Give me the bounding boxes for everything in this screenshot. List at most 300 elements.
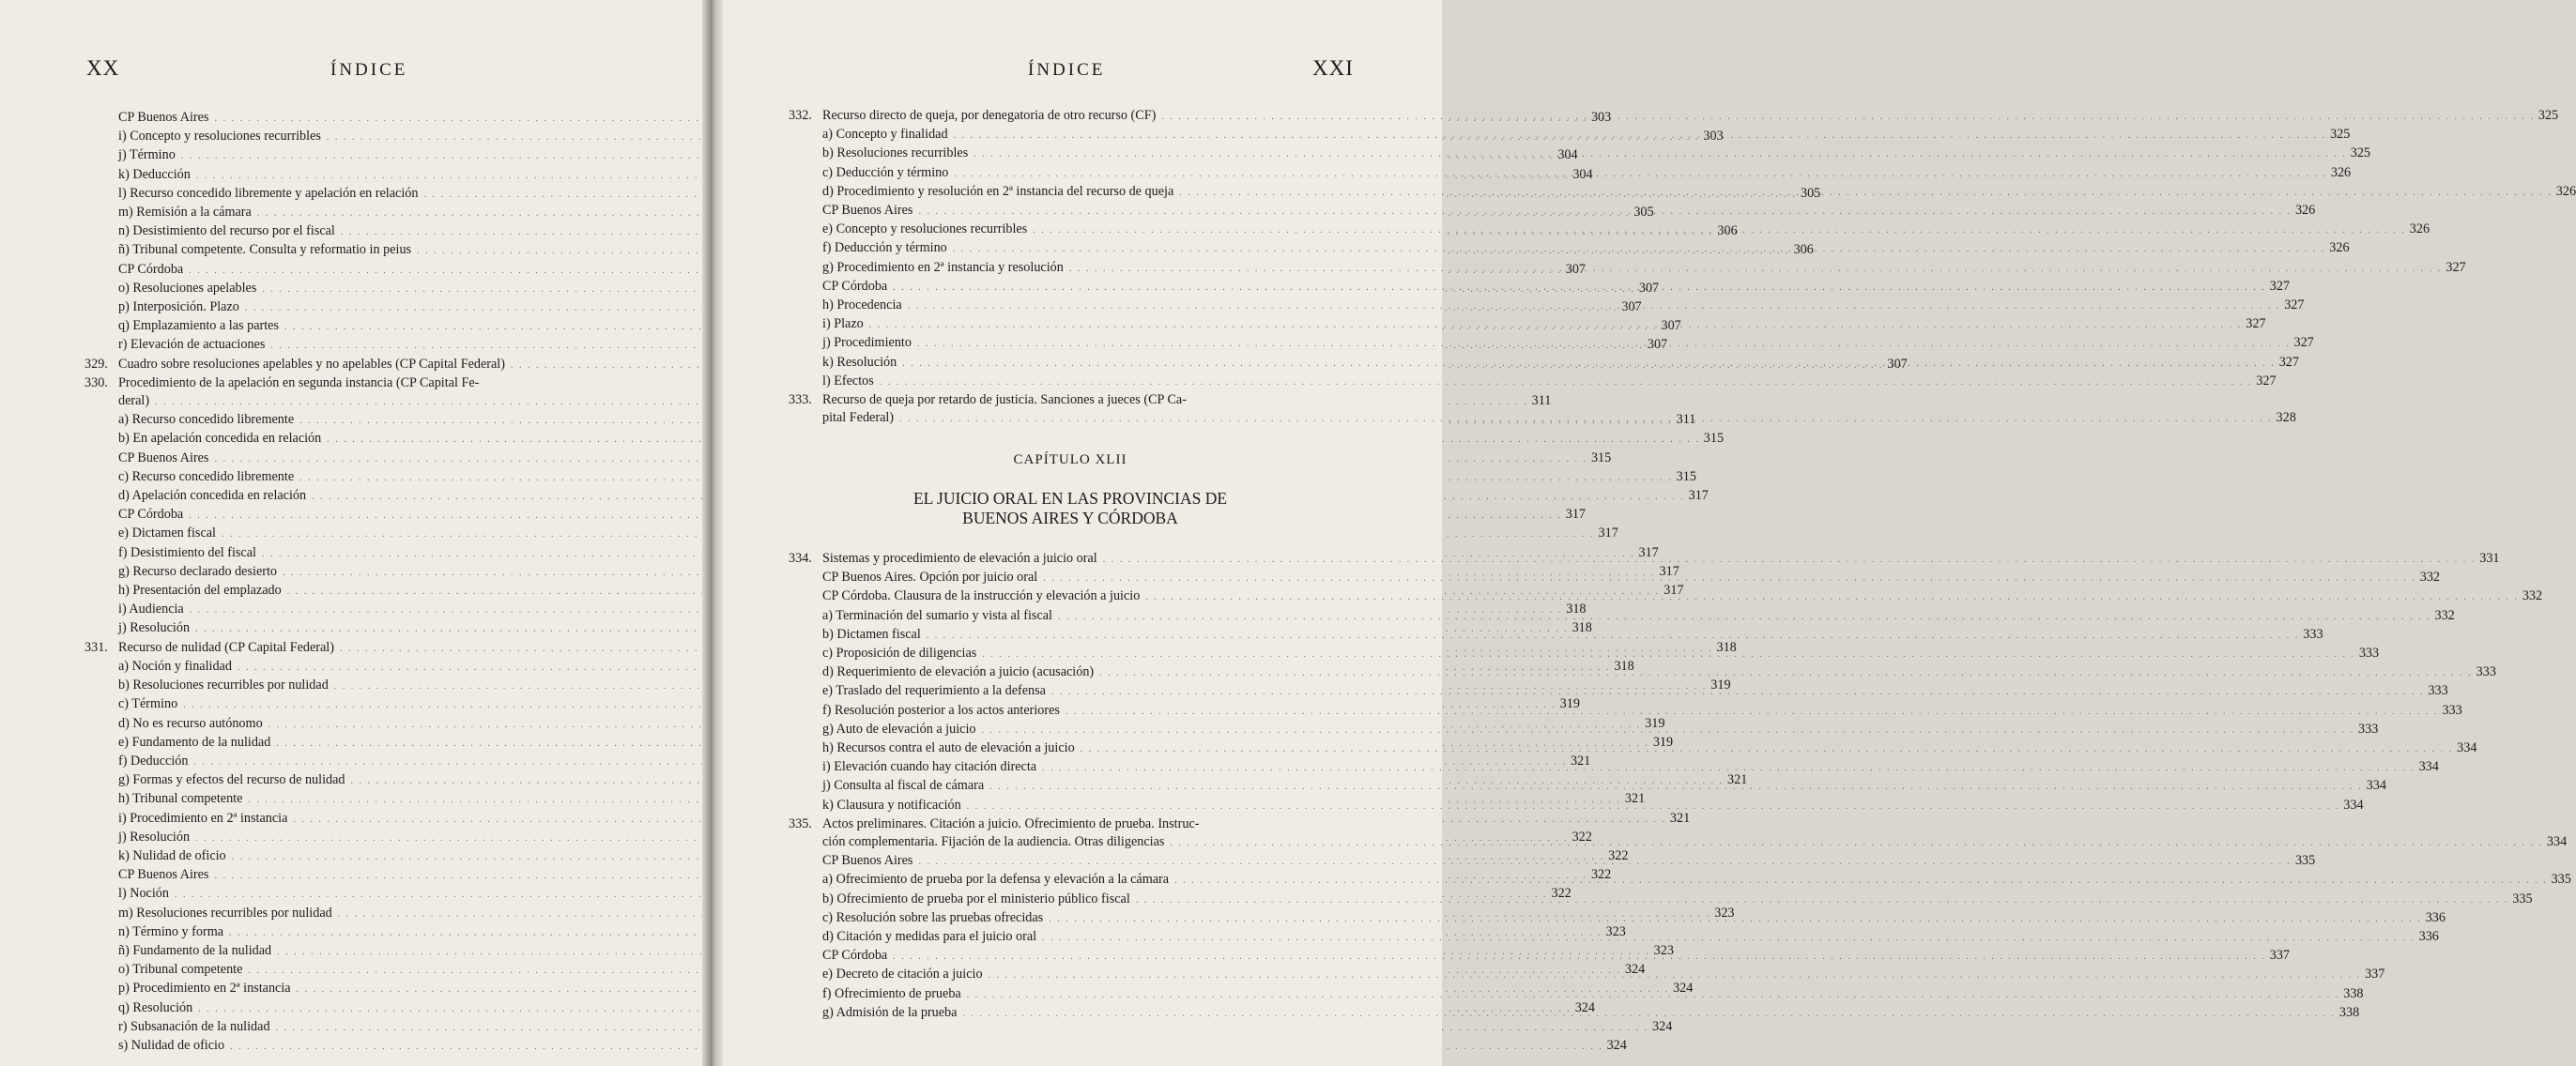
dot-leader: [1081, 740, 2454, 758]
toc-page-number: 306: [1793, 242, 1814, 258]
toc-entry-text: p) Procedimiento en 2ª instancia: [118, 981, 291, 997]
toc-entry-label: [118, 999, 192, 1017]
toc-page-number: 326: [2330, 164, 2352, 180]
section-number: 334.: [789, 551, 812, 566]
dot-leader: [967, 986, 2340, 1004]
toc-entry-label: [118, 525, 216, 542]
toc-page-number: 336: [2425, 909, 2446, 925]
toc-entry-text: k) Nulidad de oficio: [118, 847, 226, 863]
toc-entry-text: e) Concepto y resoluciones recurribles: [822, 221, 1028, 237]
toc-entry-label: [118, 298, 239, 316]
toc-entry: [84, 374, 646, 392]
toc-page-number: 305: [1633, 205, 1654, 221]
toc-entry-text: k) Resolución: [822, 354, 897, 370]
toc-page-number: 326: [2555, 183, 2576, 199]
toc-entry-label: [822, 126, 948, 144]
toc-entry-label: [118, 658, 232, 676]
toc-entry-label: [822, 702, 1060, 720]
toc-page-number: 324: [1624, 962, 1646, 978]
toc-entry-label: [822, 297, 902, 314]
dot-leader: [953, 240, 2326, 258]
toc-entry-text: i) Procedimiento en 2ª instancia: [118, 810, 288, 826]
toc-page-number: 324: [1673, 981, 1694, 997]
toc-entry-label: [822, 569, 1037, 586]
toc-entry-label: [118, 715, 263, 733]
toc-entry-text: h) Recursos contra el auto de elevación a juicio: [822, 740, 1075, 756]
dot-leader: [917, 335, 2291, 353]
toc-entry-label: [822, 928, 1036, 946]
toc-entry-text: e) Fundamento de la nulidad: [118, 734, 271, 750]
toc-entry-label: [822, 334, 912, 352]
toc-page-number: 338: [2343, 985, 2364, 1001]
toc-entry-text: i) Concepto y resoluciones recurribles: [118, 129, 321, 145]
toc-entry-text: d) Procedimiento y resolución en 2ª instancia del recurso de queja: [822, 183, 1174, 199]
toc-page-number: 327: [2269, 278, 2291, 294]
toc-entry-text: r) Elevación de actuaciones: [118, 337, 266, 353]
toc-page-number: 317: [1638, 544, 1659, 560]
toc-entry-text: CP Buenos Aires: [822, 853, 913, 869]
toc-entry-text: m) Resoluciones recurribles por nulidad: [118, 905, 332, 921]
toc-entry-text: e) Decreto de citación a juicio: [822, 967, 983, 982]
section-number: 330.: [84, 374, 108, 390]
toc-page-number: 315: [1676, 468, 1696, 484]
toc-entry-label: [118, 866, 208, 884]
dot-leader: [918, 853, 2292, 871]
toc-page-number: 333: [2442, 702, 2462, 718]
book-gutter: [702, 0, 723, 1066]
toc-entry-label: [118, 790, 242, 808]
toc-entry-text: ción complementaria. Fijación de la audiencia. Otras diligencias: [822, 834, 1165, 850]
toc-entry-label: [789, 391, 1351, 409]
toc-page-number: 317: [1598, 525, 1618, 541]
toc-entry-label: [789, 550, 1097, 568]
toc-entry-label: [84, 356, 505, 373]
toc-page-number: 325: [2538, 108, 2559, 123]
toc-entry-label: [822, 947, 887, 965]
toc-entry-label: [789, 107, 1156, 125]
toc-entry-label: [118, 923, 223, 941]
toc-entry-text: l) Recurso concedido libremente y apelación en relación: [118, 185, 419, 201]
dot-leader: [982, 646, 2355, 663]
toc-entry-label: [118, 829, 190, 846]
dot-leader: [1136, 891, 2509, 909]
toc-entry-label: [118, 336, 265, 354]
toc-entry-label: [822, 278, 887, 296]
toc-entry-label: [118, 204, 252, 221]
toc-entry-label: [822, 758, 1036, 776]
toc-entry: [84, 525, 1618, 543]
toc-entry-label: [822, 645, 976, 662]
dot-leader: [893, 279, 2266, 297]
section-number: 329.: [84, 356, 108, 372]
toc-entry-label: [822, 1004, 957, 1022]
toc-entry-text: c) Término: [118, 696, 178, 712]
toc-entry-label: [118, 563, 277, 581]
toc-entry-label: [822, 985, 961, 1003]
toc-entry-text: CP Córdoba. Clausura de la instrucción y elevación a juicio: [822, 588, 1141, 604]
toc-entry-label: [118, 146, 176, 164]
chapter-label: CAPÍTULO XLII: [1013, 452, 1127, 467]
dot-leader: [1042, 759, 2415, 777]
toc-page-number: 327: [2256, 373, 2277, 388]
toc-page-number: 333: [2358, 646, 2380, 662]
toc-entry-text: Procedimiento de la apelación en segunda instancia (CP Capital Fe-: [118, 374, 480, 390]
toc-entry-text: c) Deducción y término: [822, 164, 949, 180]
toc-page-number: 334: [2418, 759, 2439, 775]
toc-entry-text: i) Plazo: [822, 316, 864, 332]
toc-page-number: 322: [1608, 847, 1629, 863]
toc-page-number: 333: [2476, 664, 2496, 680]
toc-entry-text: Recurso de queja por retardo de justicia. Sanciones a jueces (CP Ca-: [822, 392, 1187, 408]
section-number: 332.: [789, 108, 812, 123]
toc-page-number: 318: [1566, 602, 1587, 617]
dot-leader: [954, 127, 2327, 145]
toc-entry-text: CP Buenos Aires. Opción por juicio oral: [822, 570, 1038, 586]
toc-page-number: 337: [2365, 967, 2385, 982]
dot-leader: [902, 355, 2276, 373]
dot-leader: [962, 1005, 2336, 1023]
toc-page-number: 322: [1551, 886, 1572, 902]
chapter-title-line-2: BUENOS AIRES Y CÓRDOBA: [962, 509, 1178, 527]
toc-page-number: 324: [1652, 1018, 1673, 1034]
toc-entry-text: n) Desistimiento del recurso por el fiscal: [118, 223, 335, 239]
toc-page-number: 332: [2434, 607, 2455, 623]
toc-entry-label: [118, 166, 191, 184]
dot-leader: [974, 145, 2347, 163]
toc-entry-text: d) Apelación concedida en relación: [118, 488, 307, 504]
dot-leader: [1103, 551, 2476, 569]
dot-leader: [908, 297, 2281, 315]
toc-page-number: 306: [1717, 223, 1738, 239]
toc-entry-label: [118, 280, 256, 297]
toc-entry-label: [822, 852, 912, 870]
toc-entry-text: deral): [118, 393, 150, 409]
toc-entry-label: [118, 506, 183, 524]
toc-entry-label: [822, 797, 961, 815]
toc-page-number: 318: [1716, 639, 1737, 655]
toc-page-number: 321: [1624, 791, 1646, 807]
toc-page-number: 321: [1727, 772, 1748, 788]
toc-page-number: 321: [1669, 810, 1691, 826]
toc-page-number: 304: [1557, 147, 1578, 163]
chapter-title-line-1: EL JUICIO ORAL EN LAS PROVINCIAS DE: [912, 489, 1228, 508]
dot-leader: [927, 627, 2300, 645]
toc-entry-label: [118, 771, 345, 789]
toc-page-number: 335: [2294, 853, 2316, 869]
toc-page-number: 327: [2246, 316, 2266, 332]
toc-page-number: 333: [2303, 626, 2323, 642]
toc-page-number: 321: [1570, 753, 1591, 769]
toc-entry-label: [822, 833, 1164, 851]
toc-entry-text: c) Resolución sobre las pruebas ofrecidas: [822, 909, 1044, 925]
dot-leader: [967, 798, 2340, 815]
toc-entry-label: [118, 128, 321, 145]
toc-entry-text: b) Ofrecimiento de prueba por el ministerio público fiscal: [822, 891, 1130, 906]
toc-entry-text: j) Término: [118, 147, 176, 163]
toc-entry-label: [118, 487, 306, 505]
toc-page-number: 326: [2294, 203, 2316, 219]
toc-entry-text: CP Buenos Aires: [118, 867, 209, 883]
toc-page-number: 322: [1572, 829, 1592, 845]
toc-entry-label: [118, 905, 332, 922]
toc-entry-label: [822, 607, 1052, 625]
toc-entry-text: f) Ofrecimiento de prueba: [822, 985, 961, 1001]
toc-page-number: 305: [1800, 185, 1821, 201]
toc-entry-text: h) Procedencia: [822, 297, 902, 313]
toc-entry-text: Sistemas y procedimiento de elevación a juicio oral: [822, 551, 1097, 566]
toc-entry-label: [118, 1018, 270, 1036]
toc-entry-label: [822, 202, 912, 220]
toc-page-number: 307: [1565, 261, 1587, 277]
dot-leader: [1049, 910, 2422, 928]
toc-page-number: 311: [1531, 393, 1552, 409]
toc-entry-text: f) Deducción y término: [822, 240, 947, 256]
toc-page-number: 325: [2350, 145, 2371, 161]
toc-page-number: 327: [2293, 335, 2314, 351]
toc-entry: [789, 815, 1351, 833]
toc-entry-text: j) Consulta al fiscal de cámara: [822, 778, 985, 794]
toc-entry-label: [84, 374, 646, 392]
toc-entry-label: [822, 354, 897, 372]
toc-entry-text: h) Tribunal competente: [118, 791, 243, 807]
toc-entry-text: ñ) Tribunal competente. Consulta y reformatio in peius: [118, 242, 412, 258]
toc-entry-text: j) Procedimiento: [822, 335, 912, 351]
dot-leader: [869, 316, 2243, 334]
toc-page-number: 326: [2329, 240, 2350, 256]
toc-page-number: 319: [1652, 734, 1674, 750]
toc-entry-text: g) Auto de elevación a juicio: [822, 721, 976, 737]
toc-page-number: 319: [1645, 715, 1665, 731]
toc-entry-text: Recurso de nulidad (CP Capital Federal): [118, 639, 334, 655]
toc-entry-label: [118, 885, 169, 903]
dot-leader: [918, 203, 2292, 221]
toc-entry-label: [789, 815, 1351, 833]
toc-entry-text: k) Deducción: [118, 166, 191, 182]
toc-page-number: 317: [1565, 507, 1587, 523]
toc-entry-label: [118, 734, 270, 752]
toc-entry-label: [822, 183, 1173, 201]
toc-entry-text: j) Resolución: [118, 620, 191, 636]
toc-entry-label: [118, 980, 291, 997]
left-running-head: ÍNDICE: [330, 60, 408, 80]
toc-page-number: 334: [2366, 778, 2386, 794]
toc-page-number: 336: [2418, 929, 2439, 945]
dot-leader: [982, 722, 2355, 739]
toc-entry-text: d) Requerimiento de elevación a juicio (acusación): [822, 664, 1095, 680]
section-number: 333.: [789, 392, 812, 408]
toc-entry-text: g) Admisión de la prueba: [822, 1004, 958, 1020]
toc-page-number: 328: [2276, 410, 2296, 426]
toc-entry-label: [822, 626, 921, 644]
toc-entry-text: CP Buenos Aires: [118, 449, 209, 465]
toc-entry-label: [118, 241, 411, 259]
toc-entry-text: b) Dictamen fiscal: [822, 626, 921, 642]
toc-entry-text: j) Resolución: [118, 829, 191, 845]
toc-page-number: 325: [2330, 127, 2351, 143]
toc-page-number: 324: [1574, 999, 1595, 1015]
toc-entry-label: [118, 810, 287, 828]
toc-entry-label: [822, 221, 1027, 238]
toc-page-number: 334: [2546, 834, 2568, 850]
toc-page-number: 327: [2284, 297, 2305, 313]
toc-page-number: 307: [1647, 337, 1668, 353]
toc-entry-label: [822, 239, 947, 257]
toc-entry-label: [822, 966, 983, 983]
toc-entry-text: o) Tribunal competente: [118, 962, 243, 978]
section-number: 331.: [84, 639, 108, 655]
toc-page-number: 334: [2457, 740, 2477, 756]
dot-leader: [893, 948, 2266, 966]
toc-entry-text: g) Procedimiento en 2ª instancia y resolución: [822, 259, 1064, 275]
toc-entry-label: [822, 663, 1094, 681]
toc-page-number: 303: [1703, 129, 1724, 145]
toc-entry-text: g) Formas y efectos del recurso de nulidad: [118, 772, 345, 788]
dot-leader: [1174, 872, 2548, 890]
toc-entry-text: a) Terminación del sumario y vista al fiscal: [822, 607, 1052, 623]
toc-page-number: 318: [1614, 658, 1634, 674]
toc-page-number: 331: [2479, 551, 2500, 566]
toc-entry: [84, 430, 1725, 449]
toc-entry-label: [118, 677, 329, 694]
toc-page-number: 323: [1653, 942, 1674, 958]
dot-leader: [1099, 664, 2473, 682]
toc-entry-label: [118, 392, 149, 410]
toc-entry-text: c) Proposición de diligencias: [822, 646, 977, 662]
toc-entry-text: c) Recurso concedido libremente: [118, 468, 295, 484]
toc-entry-label: [118, 222, 335, 240]
toc-entry-label: [822, 891, 1130, 908]
toc-entry-text: Cuadro sobre resoluciones apelables y no apelables (CP Capital Federal): [118, 356, 505, 372]
toc-page-number: 323: [1714, 905, 1735, 921]
toc-page-number: 318: [1572, 620, 1592, 636]
toc-entry-text: CP Córdoba: [822, 278, 888, 294]
toc-entry-label: [822, 164, 948, 182]
toc-entry-label: [118, 430, 321, 448]
toc-page-number: 322: [1590, 867, 1612, 883]
toc-page-number: 307: [1661, 318, 1681, 334]
toc-page-number: 307: [1887, 356, 1908, 372]
toc-entry-text: pital Federal): [822, 410, 895, 426]
toc-page-number: 326: [2409, 221, 2430, 237]
toc-entry-text: n) Término y forma: [118, 923, 224, 939]
toc-entry-text: p) Interposición. Plazo: [118, 299, 239, 315]
toc-page-number: 335: [2551, 872, 2571, 888]
toc-page-number: 323: [1605, 923, 1626, 939]
toc-entry: [84, 468, 1696, 487]
toc-entry-label: [118, 753, 188, 770]
toc-entry-label: [822, 409, 894, 427]
toc-page-number: 317: [1688, 488, 1709, 504]
toc-entry-text: e) Traslado del requerimiento a la defensa: [822, 683, 1046, 699]
toc-entry-text: h) Presentación del emplazado: [118, 583, 282, 599]
toc-page-number: 333: [2358, 721, 2379, 737]
left-folio: XX: [86, 56, 120, 80]
toc-entry-text: a) Recurso concedido libremente: [118, 412, 295, 428]
toc-entry-text: b) Resoluciones recurribles: [822, 145, 969, 161]
toc-page-number: 317: [1664, 583, 1684, 599]
toc-entry-text: s) Nulidad de oficio: [118, 1037, 225, 1053]
toc-page-number: 319: [1710, 678, 1731, 693]
dot-leader: [1051, 683, 2425, 701]
toc-entry-text: a) Concepto y finalidad: [822, 127, 948, 143]
toc-page-number: 327: [2446, 259, 2466, 275]
dot-leader: [899, 410, 2273, 428]
toc-entry-text: a) Ofrecimiento de prueba por la defensa y elevación a la cámara: [822, 872, 1170, 888]
toc-entry-label: [118, 847, 226, 865]
toc-entry-text: CP Córdoba: [118, 261, 184, 277]
toc-entry-text: k) Clausura y notificación: [822, 797, 961, 813]
toc-page-number: 319: [1559, 696, 1580, 712]
toc-page-number: 338: [2338, 1004, 2360, 1020]
toc-entry-text: d) No es recurso autónomo: [118, 715, 263, 731]
toc-page-number: 337: [2269, 948, 2291, 964]
dot-leader: [989, 778, 2363, 796]
toc-page-number: 307: [1638, 280, 1660, 296]
dot-leader: [1069, 260, 2443, 278]
dot-leader: [1033, 221, 2406, 239]
toc-entry-label: [822, 909, 1043, 927]
toc-entry-text: i) Audiencia: [118, 602, 184, 617]
toc-entry-text: m) Remisión a la cámara: [118, 205, 252, 221]
toc-entry-label: [822, 739, 1075, 757]
dot-leader: [1066, 703, 2439, 721]
toc-entry-label: [118, 185, 418, 203]
toc-page-number: 304: [1572, 166, 1593, 182]
toc-entry-text: e) Dictamen fiscal: [118, 525, 216, 541]
toc-entry-label: [118, 619, 190, 637]
dot-leader: [989, 967, 2362, 984]
toc-entry-label: [118, 961, 242, 979]
toc-entry-text: f) Desistimiento del fiscal: [118, 544, 256, 560]
toc-page-number: 327: [2278, 354, 2299, 370]
dot-leader: [1179, 184, 2553, 202]
dot-leader: [1043, 570, 2416, 587]
toc-entry-text: Actos preliminares. Citación a juicio. Ofrecimiento de prueba. Instruc-: [822, 815, 1200, 831]
toc-entry-label: [822, 587, 1140, 605]
toc-entry-label: [118, 449, 208, 467]
toc-entry-label: [118, 582, 282, 600]
toc-entry-label: [118, 544, 256, 562]
toc-entry-text: q) Resolución: [118, 999, 193, 1015]
toc-entry-text: b) Resoluciones recurribles por nulidad: [118, 678, 329, 693]
toc-entry: [84, 1037, 1627, 1056]
dot-leader: [1042, 929, 2415, 947]
toc-page-number: 307: [1621, 299, 1642, 315]
toc-entry-label: [118, 468, 294, 486]
toc-entry: [789, 373, 2277, 391]
toc-entry-label: [118, 695, 177, 713]
toc-entry-label: [822, 145, 968, 162]
toc-entry-text: o) Resoluciones apelables: [118, 280, 257, 296]
toc-page-number: 303: [1590, 110, 1612, 125]
toc-entry-label: [822, 259, 1064, 277]
toc-entry: [789, 391, 1351, 409]
toc-entry-label: [118, 317, 279, 335]
toc-page-number: 332: [2419, 570, 2440, 586]
toc-entry-text: q) Emplazamiento a las partes: [118, 318, 279, 334]
toc-entry-text: CP Córdoba: [118, 507, 184, 523]
toc-page-number: 335: [2512, 891, 2533, 906]
toc-entry-label: [118, 261, 183, 279]
toc-page-number: 311: [1676, 412, 1696, 428]
toc-entry-label: [118, 411, 294, 429]
toc-entry-label: [822, 777, 984, 795]
toc-entry-label: [822, 373, 874, 390]
toc-entry-text: CP Buenos Aires: [118, 110, 209, 125]
toc-entry-text: d) Citación y medidas para el juicio oral: [822, 929, 1037, 945]
right-running-head: ÍNDICE: [1028, 60, 1106, 80]
dot-leader: [880, 373, 2253, 391]
